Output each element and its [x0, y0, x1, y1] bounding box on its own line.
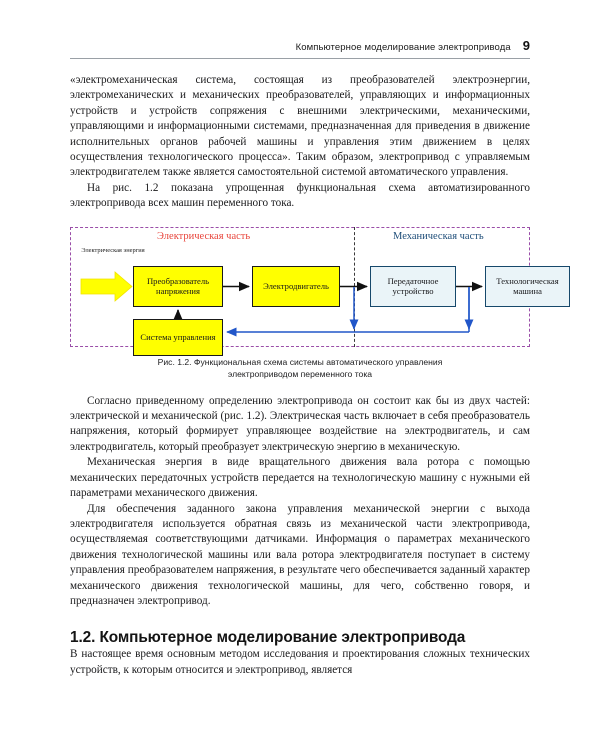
- paragraph-2: На рис. 1.2 показана упрощенная функциональная схема автоматизированного электропривода всех машин переменного тока.: [70, 181, 530, 210]
- paragraph-4: Механическая энергия в виде вращательного движения вала ротора с помощью механических передаточных устройств передается на технологическую машину с нужными ей параметрами механического движения.: [70, 456, 530, 500]
- block-diagram: [70, 227, 559, 347]
- node-motor: Электродвигатель: [252, 266, 340, 307]
- section-paragraph-1: В настоящее время основным методом исследования и проектирования сложных технических устройств, к которым относится и электропривод, является: [70, 648, 530, 676]
- figure-caption: [100, 356, 500, 380]
- running-head: [70, 0, 530, 53]
- figure-caption-line-2: электроприводом переменного тока: [227, 368, 373, 379]
- page-number: 9: [522, 38, 530, 53]
- body-text-bottom: [70, 394, 530, 610]
- running-head-title: Компьютерное моделирование электропривода: [295, 42, 511, 53]
- figure-caption-line-1: Рис. 1.2. Функциональная схема системы автоматического управления: [157, 356, 443, 367]
- paragraph-3: Согласно приведенному определению электропривода он состоит как бы из двух частей: электрической и механической (рис. 1.2). Электрическая часть включает в себя преобразователь напряжения, который формирует управляющее воздействие на электродвигатель, и сам электродвигатель, который преобразует электрическую энергию в механическую.: [70, 394, 530, 453]
- node-gear: Передаточное устройство: [370, 266, 456, 307]
- section-heading: 1.2. Компьютерное моделирование электропривода: [70, 629, 466, 647]
- node-control-system: Система управления: [133, 319, 223, 356]
- node-machine: Технологическая машина: [485, 266, 570, 307]
- energy-input-arrow: [81, 272, 132, 301]
- figure-1-2: [70, 227, 559, 380]
- paragraph-5: Для обеспечения заданного закона управления механической энергии с выхода электродвигателя используется обратная связь из механической части электропривода, осуществляемая соответствующими датчиками. Информация о параметрах механического движения технологической машины или вала ротора электродвигателя поступает в систему управления преобразователем напряжения, в результате чего обеспечивается заданный характер механического движения технологической машины, для чего, собственно говоря, и предназначен электропривод.: [70, 502, 530, 607]
- node-converter: Преобразователь напряжения: [133, 266, 223, 307]
- paragraph-1: «электромеханическая система, состоящая из преобразователей электроэнергии, электромеханических и механических преобразователей, управляющих и информационных устройств и устройств сопряжения с внешними электрическими, механическими, управляющими и информационными системами, предназначенная для приведения в движение исполнительных органов рабочей машины и управления этим движением в целях осуществления технологического процесса». Таким образом, электропривод с управляемым электродвигателем также является самостоятельной системой автоматического управления.: [70, 74, 530, 179]
- mechanical-part-title: Механическая часть: [393, 230, 484, 242]
- body-text-top: [70, 73, 530, 212]
- electric-part-title: Электрическая часть: [157, 230, 251, 242]
- running-head-rule: [70, 58, 530, 59]
- energy-input-label: Электрическая энергия: [81, 246, 145, 254]
